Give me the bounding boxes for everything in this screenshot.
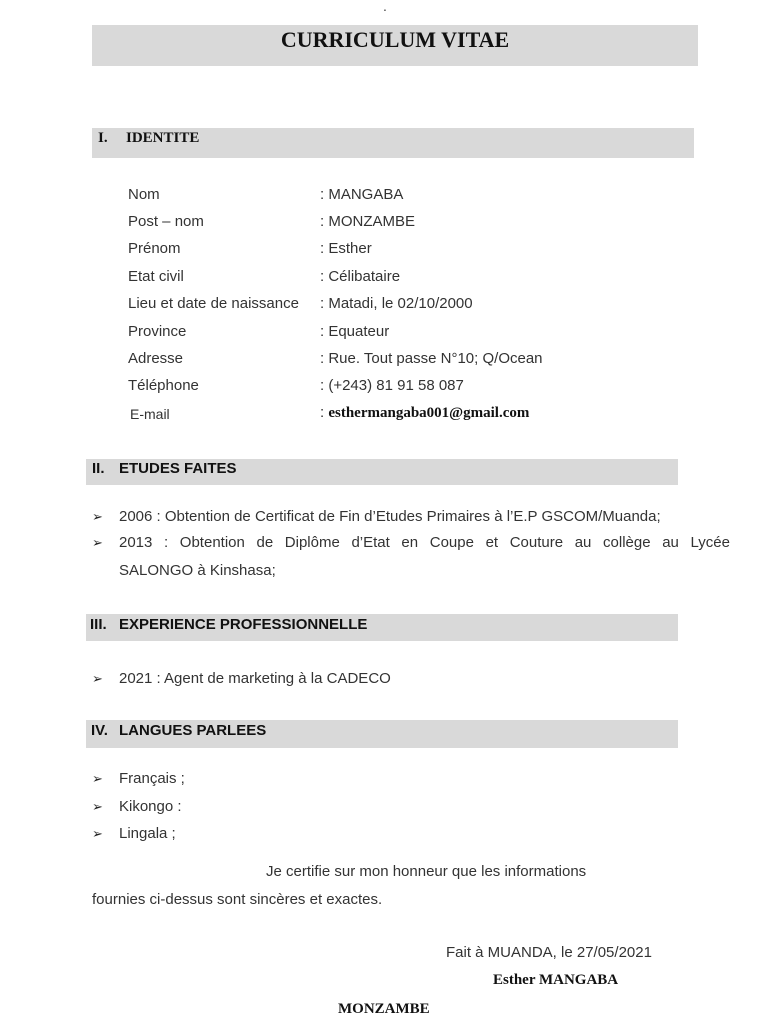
identite-label-etat-civil: Etat civil: [128, 268, 184, 285]
certification-line-1: Je certifie sur mon honneur que les informations: [266, 863, 587, 880]
etudes-item-1: 2006 : Obtention de Certificat de Fin d’Etudes Primaires à l’E.P GSCOM/Muanda;: [119, 508, 661, 525]
page-title: CURRICULUM VITAE: [280, 27, 510, 52]
langue-item-kikongo: Kikongo :: [119, 798, 182, 815]
signature-name: Esther MANGABA: [493, 972, 619, 988]
identite-value-nom: : MANGABA: [320, 186, 404, 203]
experience-item-1: 2021 : Agent de marketing à la CADECO: [119, 670, 391, 687]
bullet-icon: ➢: [92, 671, 103, 686]
identite-value-telephone: : (+243) 81 91 58 087: [320, 377, 464, 394]
bullet-icon: ➢: [92, 771, 103, 786]
identite-label-nom: Nom: [128, 186, 160, 203]
identite-value-postnom: : MONZAMBE: [320, 213, 416, 230]
identite-label-telephone: Téléphone: [128, 377, 199, 394]
certification-line-2: fournies ci-dessus sont sincères et exactes.: [92, 891, 383, 908]
identite-value-email: [320, 404, 529, 422]
section-langues-title: LANGUES PARLEES: [119, 722, 267, 739]
section-experience-number: III.: [90, 616, 107, 633]
bullet-icon: ➢: [92, 535, 103, 550]
bullet-icon: ➢: [92, 799, 103, 814]
identite-label-adresse: Adresse: [128, 350, 184, 367]
identite-label-prenom: Prénom: [128, 240, 181, 257]
top-mark: .: [383, 0, 387, 14]
langue-item-francais: Français ;: [119, 770, 185, 787]
etudes-item-2-line2: SALONGO à Kinshasa;: [119, 562, 276, 579]
identite-label-postnom: Post – nom: [128, 213, 204, 230]
identite-label-province: Province: [128, 323, 187, 340]
identite-label-email: E-mail: [130, 406, 170, 422]
bullet-icon: ➢: [92, 826, 103, 841]
email-prefix: :: [320, 404, 329, 421]
etudes-item-2-line1: 2013 : Obtention de Diplôme d’Etat en Coupe et Couture au collège au Lycée: [119, 534, 730, 551]
identite-value-etat-civil: : Célibataire: [320, 268, 401, 285]
identite-value-adresse: : Rue. Tout passe N°10; Q/Ocean: [320, 350, 543, 367]
section-etudes-number: II.: [92, 460, 105, 477]
identite-value-naissance: : Matadi, le 02/10/2000: [320, 295, 473, 312]
section-identite-title: IDENTITE: [126, 130, 200, 146]
signature-surname: MONZAMBE: [338, 1001, 430, 1017]
section-experience-title: EXPERIENCE PROFESSIONNELLE: [119, 616, 368, 633]
section-etudes-title: ETUDES FAITES: [119, 460, 237, 477]
langue-item-lingala: Lingala ;: [119, 825, 176, 842]
section-identite-number: I.: [98, 130, 108, 146]
identite-value-prenom: : Esther: [320, 240, 372, 257]
email-address: esthermangaba001@gmail.com: [328, 405, 530, 421]
place-date: Fait à MUANDA, le 27/05/2021: [446, 944, 652, 961]
section-langues-number: IV.: [91, 722, 108, 739]
bullet-icon: ➢: [92, 509, 103, 524]
identite-value-province: : Equateur: [320, 323, 390, 340]
identite-label-naissance: Lieu et date de naissance: [128, 295, 299, 312]
